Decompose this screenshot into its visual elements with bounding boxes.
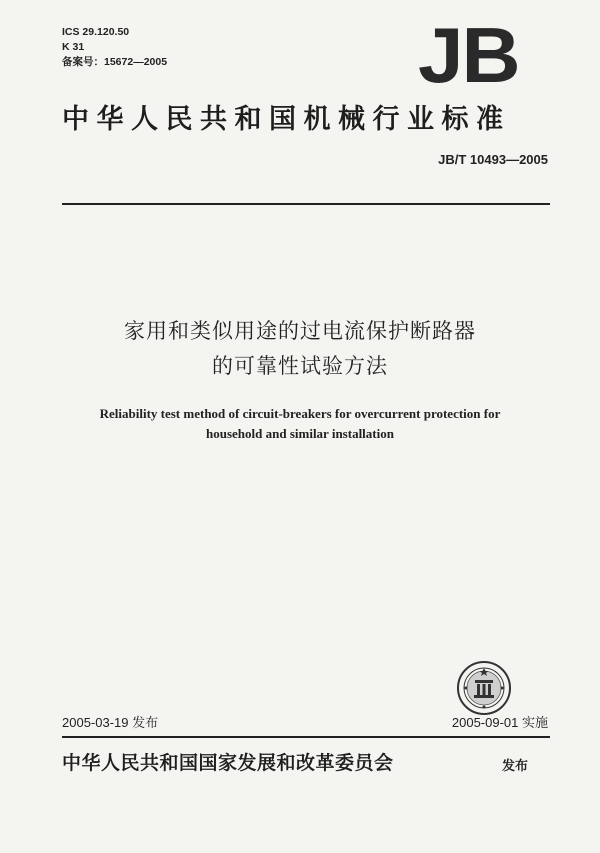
implementation-date: 2005-09-01 实施 bbox=[451, 715, 548, 730]
publisher-verb: 发布 bbox=[502, 759, 529, 774]
official-seal-icon bbox=[456, 660, 512, 716]
ccs-code: K 31 bbox=[62, 41, 85, 53]
issuing-standard-title: 中华人民共和国机械行业标准 bbox=[62, 104, 511, 135]
jb-logo-text: JB bbox=[418, 11, 519, 99]
publisher-name: 中华人民共和国国家发展和改革委员会 bbox=[62, 752, 394, 774]
standard-number: JB/T 10493—2005 bbox=[438, 152, 548, 167]
classification-block bbox=[62, 25, 167, 70]
jb-logo bbox=[418, 11, 540, 99]
english-title-line-1: Reliability test method of circuit-breakers for overcurrent protection for bbox=[99, 406, 501, 421]
issue-date: 2005-03-19 发布 bbox=[62, 715, 159, 730]
english-title-line-2: household and similar installation bbox=[206, 426, 394, 441]
chinese-title-line-2: 的可靠性试验方法 bbox=[212, 354, 388, 378]
chinese-title-line-1: 家用和类似用途的过电流保护断路器 bbox=[124, 319, 476, 343]
bottom-divider bbox=[62, 736, 550, 738]
ics-code: ICS 29.120.50 bbox=[62, 26, 130, 38]
top-divider bbox=[62, 203, 550, 205]
record-number: 备案号：15672—2005 bbox=[62, 56, 168, 68]
